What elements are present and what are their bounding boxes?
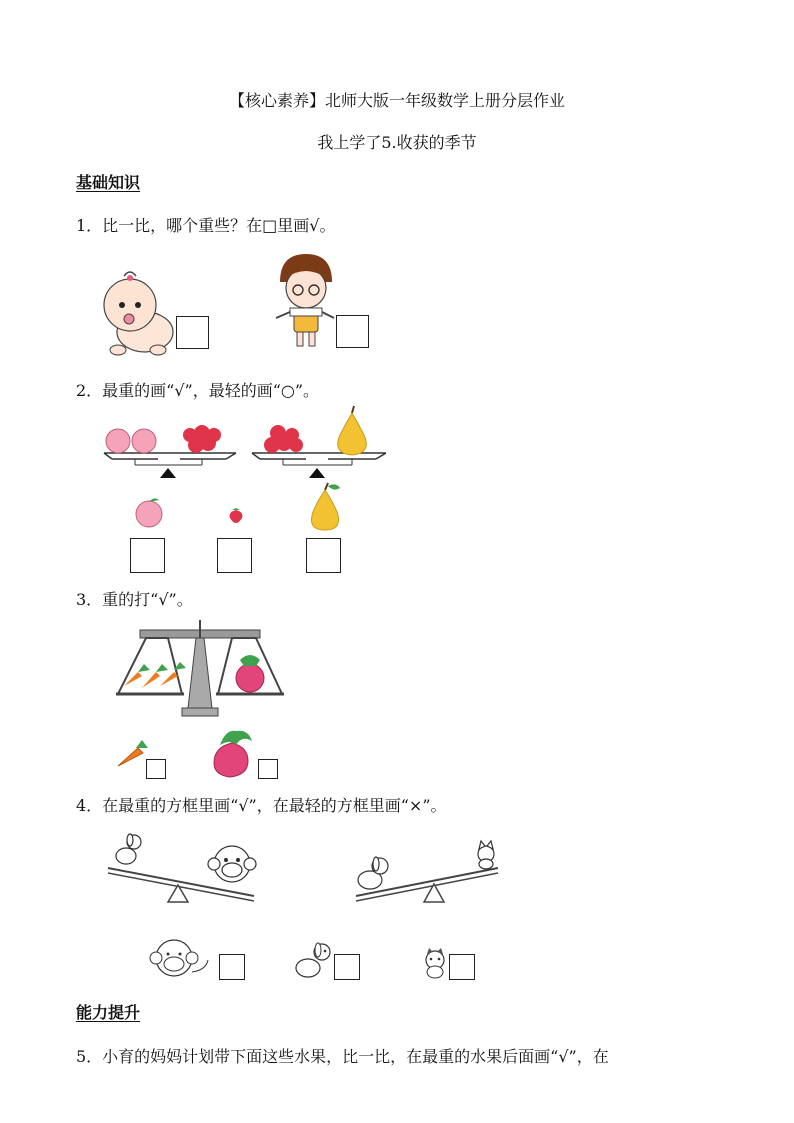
answer-box-monkey[interactable] (219, 954, 245, 980)
boy-icon (272, 252, 338, 350)
answer-box-pear[interactable] (306, 538, 341, 573)
radish-icon (210, 729, 256, 779)
carrot-icon (114, 738, 148, 770)
question-2: 2．最重的画“√”，最轻的画“○”。 (76, 381, 320, 400)
dog-icon (292, 940, 336, 980)
balance-scale-2 (252, 406, 386, 478)
cat-icon (420, 948, 450, 980)
answer-box-boy[interactable] (336, 315, 369, 348)
monkey-on-seesaw (208, 846, 256, 882)
balance-scale-vegetables (112, 620, 288, 720)
dog-on-seesaw-2 (358, 857, 388, 889)
peach-icon (132, 496, 166, 528)
balance-scale-1 (104, 425, 236, 478)
monkey-icon (148, 934, 214, 984)
page-subtitle: 我上学了5.收获的季节 (317, 133, 477, 152)
answer-box-dog[interactable] (334, 954, 360, 980)
answer-box-peach[interactable] (130, 538, 165, 573)
section-heading-advanced: 能力提升 (76, 1003, 141, 1022)
dog-on-seesaw (116, 834, 141, 864)
seesaw-1 (104, 830, 260, 906)
answer-box-baby[interactable] (176, 316, 209, 349)
question-1: 1．比一比，哪个重些？在□里画√。 (76, 216, 336, 235)
seesaw-2 (352, 838, 502, 906)
question-4: 4．在最重的方框里画“√”，在最轻的方框里画“×”。 (76, 796, 447, 815)
answer-box-cat[interactable] (449, 954, 475, 980)
baby-icon (100, 270, 180, 358)
answer-box-radish[interactable] (258, 759, 278, 779)
cat-on-seesaw (478, 841, 494, 869)
question-3: 3．重的打“√”。 (76, 590, 193, 609)
question-5: 5．小育的妈妈计划带下面这些水果，比一比，在最重的水果后面画“√”，在 (76, 1047, 609, 1066)
balance-scales-fruit (100, 405, 390, 483)
pear-icon (306, 482, 344, 532)
page-title: 【核心素养】北师大版一年级数学上册分层作业 (228, 91, 565, 110)
answer-box-carrot[interactable] (146, 759, 166, 779)
strawberry-icon (227, 506, 245, 524)
section-heading-basic: 基础知识 (76, 173, 141, 192)
answer-box-strawberry[interactable] (217, 538, 252, 573)
